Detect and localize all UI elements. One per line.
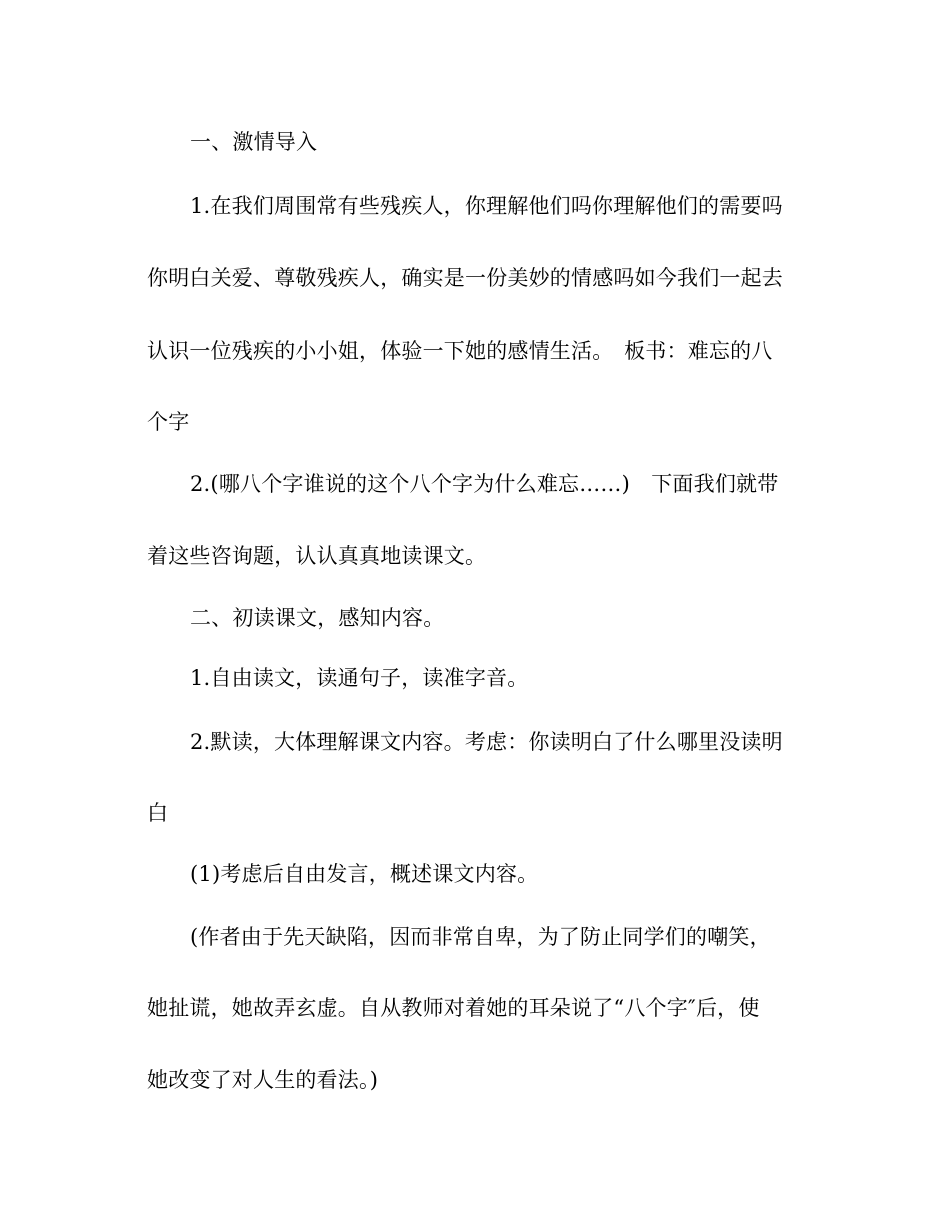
section-heading-1: 一、激情导入 [190, 130, 318, 154]
paragraph-line: 你明白关爱、尊敬残疾人，确实是一份美妙的情感吗如今我们一起去 [147, 266, 783, 290]
paragraph-line: (1)考虑后自由发言，概述课文内容。 [190, 862, 539, 886]
paragraph-line: 1.自由读文，读通句子，读准字音。 [190, 666, 529, 690]
paragraph-line: 她扯谎，她故弄玄虚。自从教师对着她的耳朵说了“八个字″后，使 [147, 996, 760, 1020]
paragraph-line: (作者由于先天缺陷，因而非常自卑，为了防止同学们的嘲笑， [190, 925, 771, 949]
paragraph-line: 2.(哪八个字谁说的这个八个字为什么难忘……) 下面我们就带 [190, 472, 779, 496]
paragraph-line: 2.默读，大体理解课文内容。考虑：你读明白了什么哪里没读明 [190, 730, 783, 754]
paragraph-line: 着这些咨询题，认认真真地读课文。 [147, 544, 487, 568]
section-heading-2: 二、初读课文，感知内容。 [190, 606, 445, 630]
paragraph-line: 1.在我们周围常有些残疾人，你理解他们吗你理解他们的需要吗 [190, 194, 783, 218]
paragraph-line: 认识一位残疾的小小姐，体验一下她的感情生活。 板书：难忘的八 [147, 339, 773, 363]
paragraph-line: 个字 [147, 410, 190, 434]
paragraph-line: 白 [147, 801, 169, 825]
paragraph-line: 她改变了对人生的看法。) [147, 1068, 379, 1092]
